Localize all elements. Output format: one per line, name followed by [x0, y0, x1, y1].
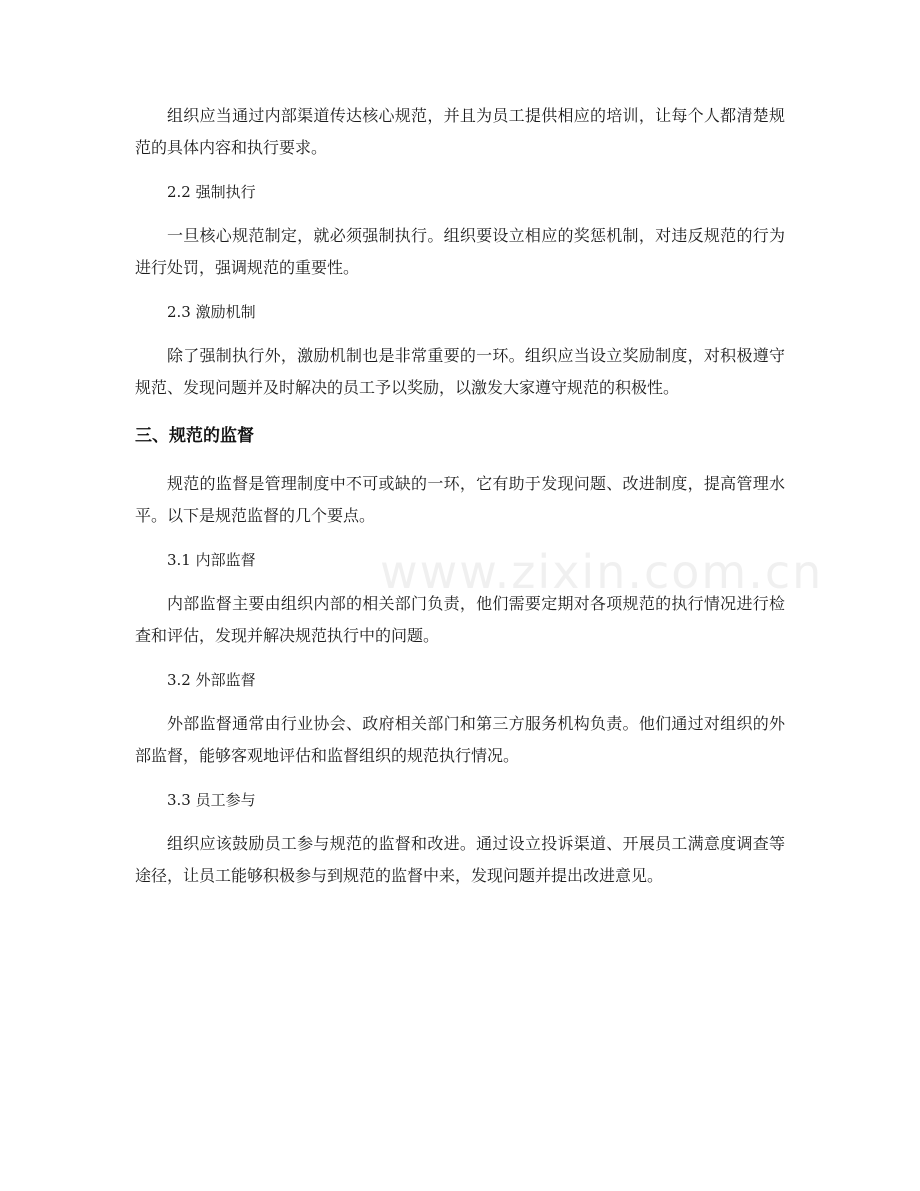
- subheading-2-2: 2.2 强制执行: [167, 183, 256, 201]
- paragraph-training: 组织应当通过内部渠道传达核心规范，并且为员工提供相应的培训，让每个人都清楚规范的具体内容和执行要求。: [135, 106, 785, 157]
- subheading-3-1: 3.1 内部监督: [167, 551, 256, 569]
- paragraph-internal-supervision: 内部监督主要由组织内部的相关部门负责，他们需要定期对各项规范的执行情况进行检查和评估，发现并解决规范执行中的问题。: [135, 594, 785, 645]
- paragraph-incentive: 除了强制执行外，激励机制也是非常重要的一环。组织应当设立奖励制度，对积极遵守规范、发现问题并及时解决的员工予以奖励，以激发大家遵守规范的积极性。: [135, 346, 785, 397]
- subheading-3-2: 3.2 外部监督: [167, 671, 256, 689]
- paragraph-supervision-intro: 规范的监督是管理制度中不可或缺的一环，它有助于发现问题、改进制度，提高管理水平。以下是规范监督的几个要点。: [135, 474, 785, 525]
- paragraph-external-supervision: 外部监督通常由行业协会、政府相关部门和第三方服务机构负责。他们通过对组织的外部监督，能够客观地评估和监督组织的规范执行情况。: [135, 714, 785, 765]
- section-heading-3: 三、规范的监督: [135, 426, 254, 446]
- paragraph-enforcement: 一旦核心规范制定，就必须强制执行。组织要设立相应的奖惩机制，对违反规范的行为进行处罚，强调规范的重要性。: [135, 226, 785, 277]
- subheading-3-3: 3.3 员工参与: [167, 791, 256, 809]
- watermark: www.zixin.com.cn: [380, 545, 824, 599]
- paragraph-employee-participation: 组织应该鼓励员工参与规范的监督和改进。通过设立投诉渠道、开展员工满意度调查等途径，让员工能够积极参与到规范的监督中来，发现问题并提出改进意见。: [135, 834, 785, 885]
- document-body: [135, 100, 785, 892]
- subheading-2-3: 2.3 激励机制: [167, 303, 256, 321]
